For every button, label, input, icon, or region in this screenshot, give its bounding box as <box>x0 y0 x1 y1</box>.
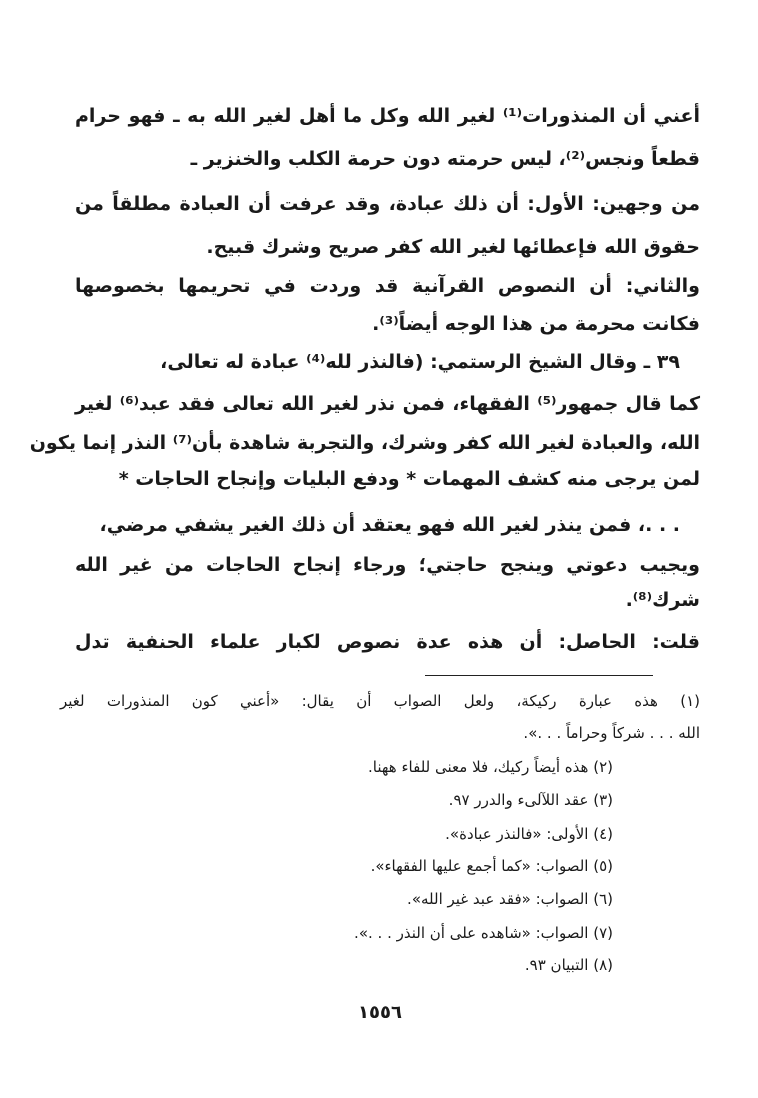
body-line-7: ٣٩ ـ وقال الشيخ الرستمي: (فالنذر لله⁽⁴⁾ عبادة له تعالى، <box>160 351 680 373</box>
footnote-7: (٧) الصواب: «شاهده على أن النذر . . .». <box>354 924 613 942</box>
footnote-1: (١) هذه عبارة ركيكة، ولعل الصواب أن يقال: «أعني كون المنذورات لغير <box>60 692 700 710</box>
footnote-8: (٨) التبيان ٩٣. <box>524 956 613 974</box>
body-line-4: حقوق الله فإعطائها لغير الله كفر صريح وشرك قبيح. <box>206 236 700 258</box>
page-number: ١٥٥٦ <box>358 1002 402 1023</box>
body-line-9: الله، والعبادة لغير الله كفر وشرك، والتجربة شاهدة بأن⁽⁷⁾ النذر إنما يكون <box>29 432 700 454</box>
footnote-2: (٢) هذه أيضاً ركيك، فلا معنى للفاء ههنا. <box>368 758 613 776</box>
body-line-3: من وجهين: الأول: أن ذلك عبادة، وقد عرفت أن العبادة مطلقاً من <box>75 193 700 215</box>
footnote-separator <box>425 675 653 676</box>
body-line-13: شرك⁽⁸⁾. <box>625 589 700 611</box>
footnote-5: (٥) الصواب: «كما أجمع عليها الفقهاء». <box>370 857 613 875</box>
footnote-6: (٦) الصواب: «فقد عبد غير الله». <box>407 890 613 908</box>
body-line-2: قطعاً ونجس⁽²⁾، ليس حرمته دون حرمة الكلب والخنزير ـ <box>190 148 700 170</box>
body-line-8: كما قال جمهور⁽⁵⁾ الفقهاء، فمن نذر لغير الله تعالى فقد عبد⁽⁶⁾ لغير <box>75 393 700 415</box>
body-line-10: لمن يرجى منه كشف المهمات * ودفع البليات وإنجاح الحاجات * <box>118 468 700 490</box>
body-line-1: أعني أن المنذورات⁽¹⁾ لغير الله وكل ما أهل لغير الله به ـ فهو حرام <box>75 105 700 127</box>
footnote-1-continuation: الله . . . شركاً وحراماً . . .». <box>523 724 700 742</box>
body-line-14: قلت: الحاصل: أن هذه عدة نصوص لكبار علماء الحنفية تدل <box>75 631 700 653</box>
body-line-6: فكانت محرمة من هذا الوجه أيضاً⁽³⁾. <box>372 313 700 335</box>
body-line-5: والثاني: أن النصوص القرآنية قد وردت في تحريمها بخصوصها <box>75 275 700 297</box>
body-line-12: ويجيب دعوتي وينجح حاجتي؛ ورجاء إنجاح الحاجات من غير الله <box>75 554 700 576</box>
footnote-3: (٣) عقد اللآلىء والدرر ٩٧. <box>448 791 613 809</box>
body-line-11: . . .، فمن ينذر لغير الله فهو يعتقد أن ذلك الغير يشفي مرضي، <box>99 514 680 536</box>
footnote-4: (٤) الأولى: «فالنذر عبادة». <box>445 825 613 843</box>
